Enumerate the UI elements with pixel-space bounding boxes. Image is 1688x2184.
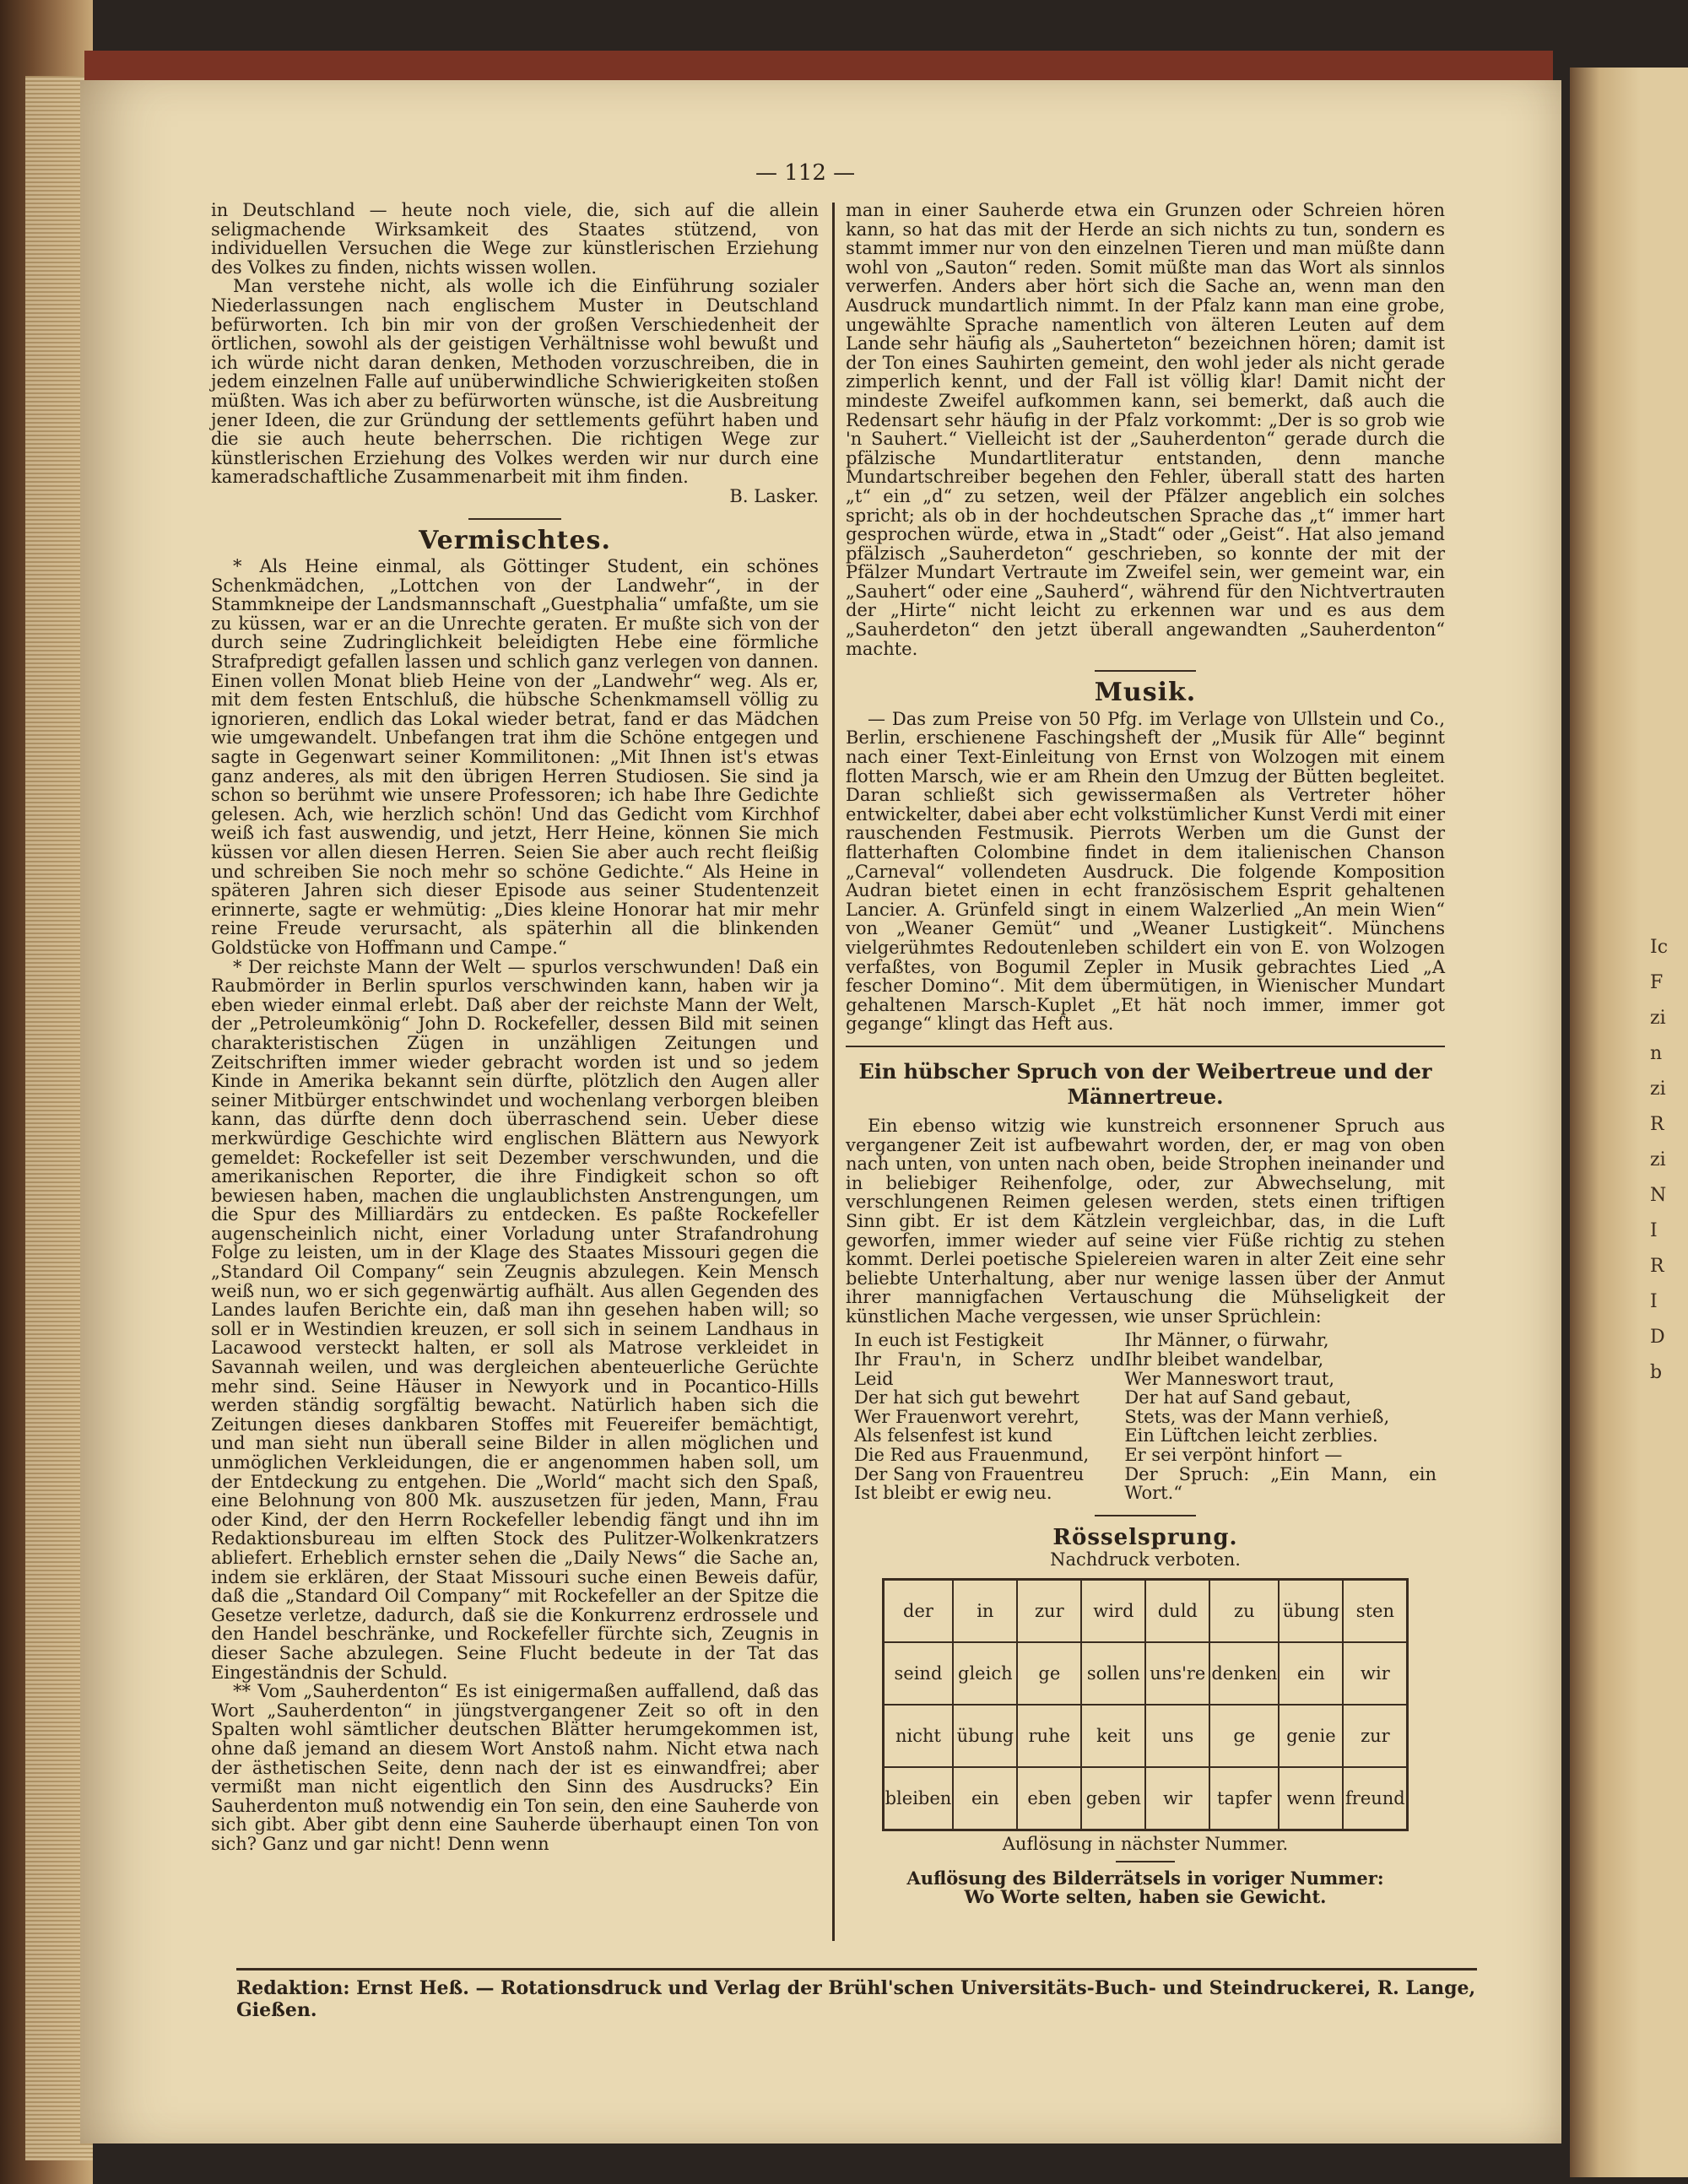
puzzle-cell: sollen	[1081, 1642, 1145, 1705]
poem-line: Wer Manneswort traut,	[1124, 1368, 1335, 1389]
puzzle-cell: freund	[1343, 1767, 1408, 1830]
puzzle-row	[883, 1767, 1408, 1830]
poem-line: Ein Lüftchen leicht zerblies.	[1124, 1425, 1378, 1446]
divider	[1095, 670, 1196, 672]
puzzle-cell: zur	[1343, 1705, 1408, 1767]
poem-line: Der Spruch: „Ein Mann, ein Wort.“	[1124, 1463, 1436, 1504]
poem-line: Der Sang von Frauentreu	[854, 1463, 1085, 1484]
poem-line: In euch ist Festigkeit	[854, 1330, 1044, 1351]
facing-page-fragment: n	[1650, 1043, 1663, 1064]
knight-move-puzzle-grid	[882, 1578, 1409, 1831]
facing-page	[1570, 68, 1688, 2177]
facing-page-fragment: I	[1650, 1291, 1658, 1312]
poem-line: Die Red aus Frauenmund,	[854, 1445, 1090, 1466]
facing-page-fragment: D	[1650, 1327, 1665, 1348]
musik-title: Musik.	[1094, 678, 1197, 708]
divider	[1095, 1515, 1196, 1516]
puzzle-cell: wird	[1081, 1580, 1145, 1643]
puzzle-cell: seind	[883, 1642, 953, 1705]
facing-page-fragment: zi	[1650, 1149, 1666, 1170]
intro-signature: B. Lasker.	[729, 485, 819, 506]
divider	[1116, 1861, 1175, 1862]
solution-title: Auflösung des Bilderrätsels in voriger Nummer:	[906, 1867, 1384, 1889]
poem-right-stanza	[1124, 1331, 1436, 1502]
puzzle-cell: der	[883, 1580, 953, 1643]
poem-line: Er sei verpönt hinfort —	[1124, 1445, 1343, 1466]
puzzle-cell: nicht	[883, 1705, 953, 1767]
puzzle-cell: wenn	[1279, 1767, 1343, 1830]
puzzle-cell: sten	[1343, 1580, 1408, 1643]
puzzle-row	[883, 1580, 1408, 1643]
puzzle-cell: bleiben	[883, 1767, 953, 1830]
poem-line: Ihr Frau'n, in Scherz und Leid	[854, 1349, 1125, 1389]
poem-line: Der hat auf Sand gebaut,	[1124, 1387, 1351, 1408]
solution-text: Wo Worte selten, haben sie Gewicht.	[964, 1886, 1327, 1908]
facing-page-fragment: R	[1650, 1256, 1664, 1277]
puzzle-cell: ge	[1209, 1705, 1279, 1767]
sauherdenton-continuation: man in einer Sauherde etwa ein Grunzen oder Schreien hören kann, so hat das mit der Herde an sich nichts zu tun, sondern es stammt immer nur von den einzelnen Tieren und man müßte dann wohl von „Sauton“ reden. Somit müßte man das Wort als sinnlos verwerfen. Anders aber hört sich die Sache an, wenn man den Ausdruck mundartlich nimmt. In der Pfalz kann man eine grobe, ungewählte Sprache namentlich von älteren Leuten auf dem Lande sehr häufig als „Sauherteton“ bezeichnen hören; damit ist der Ton eines Sauhirten gemeint, den wohl jeder als nicht gerade zimperlich kennt, und der Fall ist völlig klar! Damit nicht der mindeste Zweifel aufkommen kann, sei bemerkt, daß auch die Redensart sehr häufig in der Pfalz vorkommt: „Der is so grob wie 'n Sauhert.“ Vielleicht ist der „Sauherdenton“ gerade durch die pfälzische Mundartliteratur entstanden, denn manche Mundartschreiber begehen den Fehler, überall statt des harten „t“ ein „d“ zu setzen, weil der Pfälzer angeblich ein solches spricht; als ob in der hochdeutschen Sprache das „t“ immer hart gesprochen würde, etwa in „Stadt“ oder „Geist“. Hat also jemand pfälzisch „Sauherdeton“ geschrieben, so konnte der mit der Pfälzer Mundart Vertraute im Zweifel sein, wer gemeint war, ein „Sauhert“ oder eine „Sauherd“, während für den Nichtvertrauten der „Hirte“ nicht leicht zu erkennen war und es aus dem „Sauherdeton“ den jetzt überall angewandten „Sauherdenton“ machte.	[846, 200, 1445, 659]
facing-page-fragment: zi	[1650, 1008, 1666, 1029]
facing-page-fragment: b	[1650, 1362, 1663, 1383]
puzzle-cell: übung	[1279, 1580, 1343, 1643]
puzzle-cell: wir	[1145, 1767, 1209, 1830]
puzzle-cell: ruhe	[1017, 1705, 1081, 1767]
poem-line: Als felsenfest ist kund	[854, 1425, 1052, 1446]
poem-line: Stets, was der Mann verhieß,	[1124, 1406, 1390, 1427]
poem-left-stanza	[854, 1331, 1124, 1502]
puzzle-cell: in	[953, 1580, 1017, 1643]
poem-line: Ihr Männer, o fürwahr,	[1124, 1330, 1329, 1351]
right-column	[846, 201, 1445, 1907]
poem-line: Ist bleibt er ewig neu.	[854, 1483, 1052, 1504]
puzzle-cell: tapfer	[1209, 1767, 1279, 1830]
puzzle-cell: ein	[953, 1767, 1017, 1830]
intro-paragraph-2: Man verstehe nicht, als wolle ich die Einführung sozialer Niederlassungen nach englischem Muster in Deutschland befürworten. Ich bin mir von der großen Verschiedenheit der örtlichen, sowohl als der geistigen Verhältnisse wohl bewußt und ich würde nicht daran denken, Methoden vorzuschreiben, die in jedem einzelnen Falle auf unüberwindliche Schwierigkeiten stoßen müßten. Was ich aber zu befürworten wünsche, ist die Ausbreitung jener Ideen, die zur Gründung der settlements geführt haben und die sie auch heute beherrschen. Die richtigen Wege zur künstlerischen Erziehung des Volkes werden wir nur durch eine kameradschaftliche Zusammenarbeit mit ihm finden.	[211, 276, 819, 488]
puzzle-cell: keit	[1081, 1705, 1145, 1767]
divider	[468, 518, 561, 520]
puzzle-row	[883, 1705, 1408, 1767]
facing-page-fragment: F	[1650, 972, 1664, 993]
puzzle-cell: zur	[1017, 1580, 1081, 1643]
puzzle-subtitle: Nachdruck verboten.	[1050, 1549, 1241, 1570]
left-column	[211, 201, 819, 1853]
puzzle-cell: ge	[1017, 1642, 1081, 1705]
poem-line: Ihr bleibet wandelbar,	[1124, 1349, 1324, 1370]
puzzle-note: Auflösung in nächster Nummer.	[1002, 1834, 1289, 1854]
poem	[854, 1331, 1436, 1502]
vermischtes-title: Vermischtes.	[419, 525, 611, 555]
facing-page-fragment: I	[1650, 1220, 1658, 1241]
puzzle-cell: geben	[1081, 1767, 1145, 1830]
imprint-footer: Redaktion: Ernst Heß. — Rotationsdruck und Verlag der Brühl'schen Universitäts-Buch- und Steindruckerei, R. Lange, Gießen.	[236, 1968, 1477, 2021]
puzzle-title: Rösselsprung.	[1052, 1524, 1238, 1550]
cover-edge	[84, 51, 1553, 84]
puzzle-cell: denken	[1209, 1642, 1279, 1705]
musik-paragraph: — Das zum Preise von 50 Pfg. im Verlage von Ullstein und Co., Berlin, erschienene Faschingsheft der „Musik für Alle“ beginnt nach einer Text-Einleitung von Ernst von Wolzogen mit einem flotten Marsch, wie er am Rhein den Umzug der Bütten begleitet. Daran schließt sich gewissermaßen als Vertreter höher entwickelter, dabei aber echt volkstümlicher Kunst Verdi mit einer rauschenden Festmusik. Pierrots Werben um die Gunst der flatterhaften Colombine findet in dem italienischen Chanson „Carneval“ vollendeten Ausdruck. Die folgende Komposition Audran bietet einen in echt französischem Esprit gehaltenen Lancier. A. Grünfeld singt in einem Walzerlied „An mein Wien“ von „Weaner Gemüt“ und „Weaner Lustigkeit“. Münchens vielgerühmtes Redoutenleben schildert ein von E. von Wolzogen verfaßtes, von Bogumil Zepler in Musik gebrachtes Lied „A fescher Domino“. Mit dem übermütigen, in Wienischer Mundart gehaltenen Marsch-Kuplet „Et hät noch immer, immer got gegange“ klingt das Heft aus.	[846, 708, 1445, 1035]
puzzle-cell: uns	[1145, 1705, 1209, 1767]
column-rule	[832, 203, 835, 1941]
puzzle-cell: uns're	[1145, 1642, 1209, 1705]
puzzle-cell: übung	[953, 1705, 1017, 1767]
puzzle-cell: eben	[1017, 1767, 1081, 1830]
facing-page-fragment: N	[1650, 1185, 1667, 1206]
puzzle-cell: zu	[1209, 1580, 1279, 1643]
puzzle-cell: wir	[1343, 1642, 1408, 1705]
sauherdenton-paragraph: ** Vom „Sauherdenton“ Es ist einigermaßen auffallend, daß das Wort „Sauherdenton“ in jüngstvergangener Zeit so oft in den Spalten wohl sämtlicher deutschen Blätter herumgekommen ist, ohne daß jemand an diesem Wort Anstoß nahm. Nicht etwa nach der ästhetischen Seite, denn nach der ist es einwandfrei; aber vermißt man nicht eigentlich den Sinn des Ausdrucks? Ein Sauherdenton muß notwendig ein Ton sein, den eine Sauherde von sich gibt. Aber gibt denn eine Sauherde überhaupt einen Ton von sich? Ganz und gar nicht! Denn wenn	[211, 1681, 819, 1854]
puzzle-cell: ein	[1279, 1642, 1343, 1705]
spruch-paragraph: Ein ebenso witzig wie kunstreich ersonnener Spruch aus vergangener Zeit ist aufbewahrt worden, der, er mag von oben nach unten, von unten nach oben, beide Strophen ineinander und in beliebiger Reihenfolge, oder, zur Abwechselung, mit verschlungenen Reimen gelesen werden, stets einen triftigen Sinn gibt. Er ist dem Kätzlein vergleichbar, das, in die Luft geworfen, immer wieder auf seine vier Füße richtig zu stehen kommt. Derlei poetische Spielereien waren in alter Zeit eine sehr beliebte Unterhaltung, aber nur wenige lassen über der Anmut ihrer mannigfachen Vertauschung die Mühseligkeit der künstlichen Mache vergessen, wie unser Sprüchlein:	[846, 1115, 1445, 1327]
facing-page-fragment: R	[1650, 1114, 1664, 1135]
page-number: — 112 —	[755, 160, 856, 186]
intro-paragraph-1: in Deutschland — heute noch viele, die, sich auf die allein seligmachende Wirksamkeit des Staates stützend, von individuellen Versuchen die Wege zur künstlerischen Erziehung des Volkes zu finden, nichts wissen wollen.	[211, 200, 819, 278]
facing-page-fragment: Ic	[1650, 937, 1669, 958]
puzzle-cell: duld	[1145, 1580, 1209, 1643]
rockefeller-paragraph: * Der reichste Mann der Welt — spurlos verschwunden! Daß ein Raubmörder in Berlin spurlos verschwinden kann, haben wir ja eben wieder einmal erlebt. Daß aber der reichste Mann der Welt, der „Petroleumkönig“ John D. Rockefeller, dessen Bild mit seinen charakteristischen Zügen in unzähligen Zeitungen und Zeitschriften immer wieder gebracht worden ist und so jedem Kinde in Amerika bekannt sein dürfte, plötzlich den Augen aller seiner Mitbürger entschwindet und wochenlang verborgen bleiben kann, das dürfte denn doch überraschend sein. Ueber diese merkwürdige Geschichte wird englischen Blättern aus Newyork gemeldet: Rockefeller ist seit Dezember verschwunden, und die amerikanischen Reporter, die ihre Findigkeit schon so oft bewiesen haben, machen die unglaublichsten Anstrengungen, um die Spur des Milliardärs zu entdecken. Es paßte Rockefeller augenscheinlich nicht, einer Vorladung unter Strafandrohung Folge zu leisten, um in der Klage des Staates Missouri gegen die „Standard Oil Company“ sein Zeugnis abzulegen. Kein Mensch weiß nun, wo er sich gegenwärtig aufhält. Aus allen Gegenden des Landes laufen Berichte ein, daß man ihn gesehen haben will; so soll er in Westindien kreuzen, er soll sich in seinem Landhaus in Lacawood versteckt halten, er soll als Matrose verkleidet in Savannah weilen, und was dergleichen abenteuerliche Gerüchte mehr sind. Seine Häuser in Newyork und in Pocantico-Hills werden ständig sorgfältig bewacht. Natürlich haben sich die Zeitungen dieses dankbaren Stoffes mit Feuereifer bemächtigt, und man sieht nun überall seine Bilder in allen möglichen und unmöglichen Verkleidungen, die er angenommen haben soll, um der Entdeckung zu entgehen. Die „World“ macht sich den Spaß, eine Belohnung von 800 Mk. auszusetzen für jeden, Mann, Frau oder Kind, der den Herrn Rockefeller lebendig fängt und ihn im Redaktionsbureau im elften Stock des Pulitzer-Wolkenkratzers abliefert. Erheblich ernster sehen die „Daily News“ die Sache an, indem sie erklären, der Staat Missouri suche einen Beweis dafür, daß die „Standard Oil Company“ mit Rockefeller an der Spitze die Gesetze verletze, dadurch, daß sie die Konkurrenz erdrossele und den Handel beschränke, und Rockefeller fürchte sich, Zeugnis in dieser Sache abzulegen. Seine Flucht bedeute in der Tat das Eingeständnis der Schuld.	[211, 956, 819, 1683]
poem-line: Der hat sich gut bewehrt	[854, 1387, 1079, 1408]
spruch-title: Ein hübscher Spruch von der Weibertreue und der Männertreue.	[858, 1058, 1432, 1109]
heine-paragraph: * Als Heine einmal, als Göttinger Student, ein schönes Schenkmädchen, „Lottchen von der Landwehr“, in der Stammkneipe der Landsmannschaft „Guestphalia“ umfaßte, um sie zu küssen, war er an die Unrechte geraten. Er mußte sich von der durch seine Zudringlichkeit beleidigten Hebe eine förmliche Strafpredigt gefallen lassen und schlich ganz verlegen von dannen. Einen vollen Monat blieb Heine von der „Landwehr“ weg. Als er, mit dem festen Entschluß, die hübsche Schenkmamsell völlig zu ignorieren, endlich das Lokal wieder betrat, fand er das Mädchen wie umgewandelt. Unbefangen trat ihm die Schöne entgegen und sagte in Gegenwart seiner Kommilitonen: „Mit Ihnen ist's etwas ganz anderes, als mit den übrigen Herren Studiosen. Sie sind ja schon so berühmt wie unsere Professoren; ich habe Ihre Gedichte gelesen. Ach, wie herzlich schön! Und das Gedicht vom Kirchhof weiß ich fast auswendig, und jetzt, Herr Heine, können Sie mich küssen vor allen diesen Herren. Seien Sie aber auch recht fleißig und schreiben Sie noch mehr so schöne Gedichte.“ Als Heine in späteren Jahren sich dieser Episode aus seiner Studentenzeit erinnerte, sagte er wehmütig: „Dies kleine Honorar hat mir mehr reine Freude verursacht, als späterhin all die blinkenden Goldstücke von Hoffmann und Campe.“	[211, 556, 819, 958]
poem-line: Wer Frauenwort verehrt,	[854, 1406, 1079, 1427]
puzzle-cell: gleich	[953, 1642, 1017, 1705]
puzzle-cell: genie	[1279, 1705, 1343, 1767]
puzzle-row	[883, 1642, 1408, 1705]
divider	[846, 1046, 1445, 1047]
facing-page-fragment: zi	[1650, 1078, 1666, 1100]
